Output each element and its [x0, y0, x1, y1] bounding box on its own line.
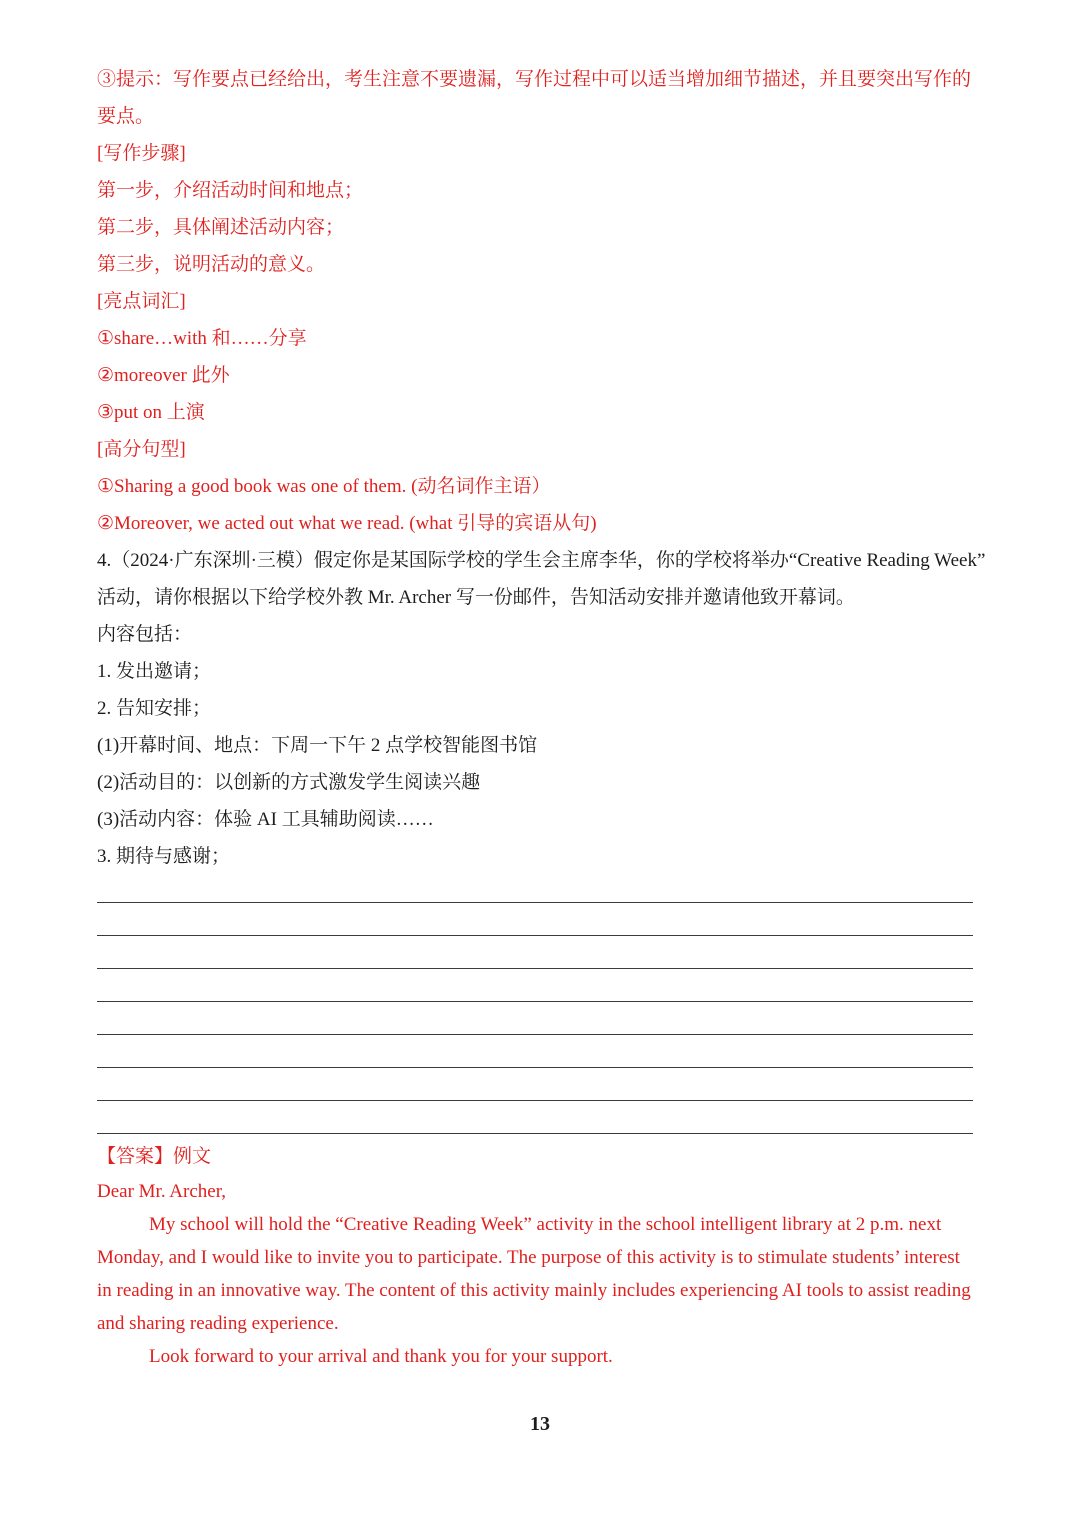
content-point: 3. 期待与感谢； — [97, 846, 231, 867]
answer-body-line: and sharing reading experience. — [97, 1313, 339, 1334]
page-number: 13 — [530, 1413, 550, 1435]
writing-line — [97, 870, 973, 903]
vocab-item: ③put on 上演 — [97, 402, 205, 423]
answer-body-line: in reading in an innovative way. The content of this activity mainly includes experiencing AI tools to assist reading — [97, 1280, 971, 1301]
writing-line — [97, 936, 973, 969]
content-heading: 内容包括： — [97, 624, 193, 645]
writing-steps-heading: [写作步骤] — [97, 143, 186, 164]
question-prompt-line: 4.（2024·广东深圳·三模）假定你是某国际学校的学生会主席李华，你的学校将举办“Creative Reading Week” — [97, 550, 986, 571]
writing-step: 第三步，说明活动的意义。 — [97, 254, 326, 275]
vocab-heading: [亮点词汇] — [97, 291, 186, 312]
tip-line: ③提示：写作要点已经给出，考生注意不要遗漏，写作过程中可以适当增加细节描述，并且要突出写作的 — [97, 69, 972, 90]
answer-closing-line: Look forward to your arrival and thank you for your support. — [149, 1346, 613, 1367]
content-subpoint: (3)活动内容：体验 AI 工具辅助阅读…… — [97, 809, 434, 830]
writing-line — [97, 1035, 973, 1068]
content-point: 2. 告知安排； — [97, 698, 212, 719]
sentence-pattern: ②Moreover, we acted out what we read. (what 引导的宾语从句) — [97, 513, 597, 534]
writing-lines — [97, 870, 973, 1134]
content-subpoint: (2)活动目的：以创新的方式激发学生阅读兴趣 — [97, 772, 481, 793]
answer-body-line: My school will hold the “Creative Reading Week” activity in the school intelligent library at 2 p.m. next — [149, 1214, 942, 1235]
writing-line — [97, 969, 973, 1002]
writing-line — [97, 1101, 973, 1134]
answer-section — [97, 1139, 1007, 1373]
question-section — [97, 61, 1007, 875]
content-subpoint: (1)开幕时间、地点：下周一下午 2 点学校智能图书馆 — [97, 735, 538, 756]
writing-step: 第二步，具体阐述活动内容； — [97, 217, 345, 238]
content-point: 1. 发出邀请； — [97, 661, 212, 682]
sentence-patterns-heading: [高分句型] — [97, 439, 186, 460]
answer-salutation: Dear Mr. Archer, — [97, 1181, 227, 1202]
writing-line — [97, 1068, 973, 1101]
tip-line: 要点。 — [97, 106, 155, 127]
writing-step: 第一步，介绍活动时间和地点； — [97, 180, 364, 201]
sentence-pattern: ①Sharing a good book was one of them. (动名词作主语） — [97, 476, 551, 497]
question-prompt-line: 活动，请你根据以下给学校外教 Mr. Archer 写一份邮件，告知活动安排并邀请他致开幕词。 — [97, 587, 855, 608]
vocab-item: ②moreover 此外 — [97, 365, 230, 386]
answer-heading: 【答案】例文 — [97, 1146, 212, 1167]
answer-body-line: Monday, and I would like to invite you to participate. The purpose of this activity is to stimulate students’ interest — [97, 1247, 960, 1268]
writing-line — [97, 1002, 973, 1035]
writing-line — [97, 903, 973, 936]
vocab-item: ①share…with 和……分享 — [97, 328, 307, 349]
